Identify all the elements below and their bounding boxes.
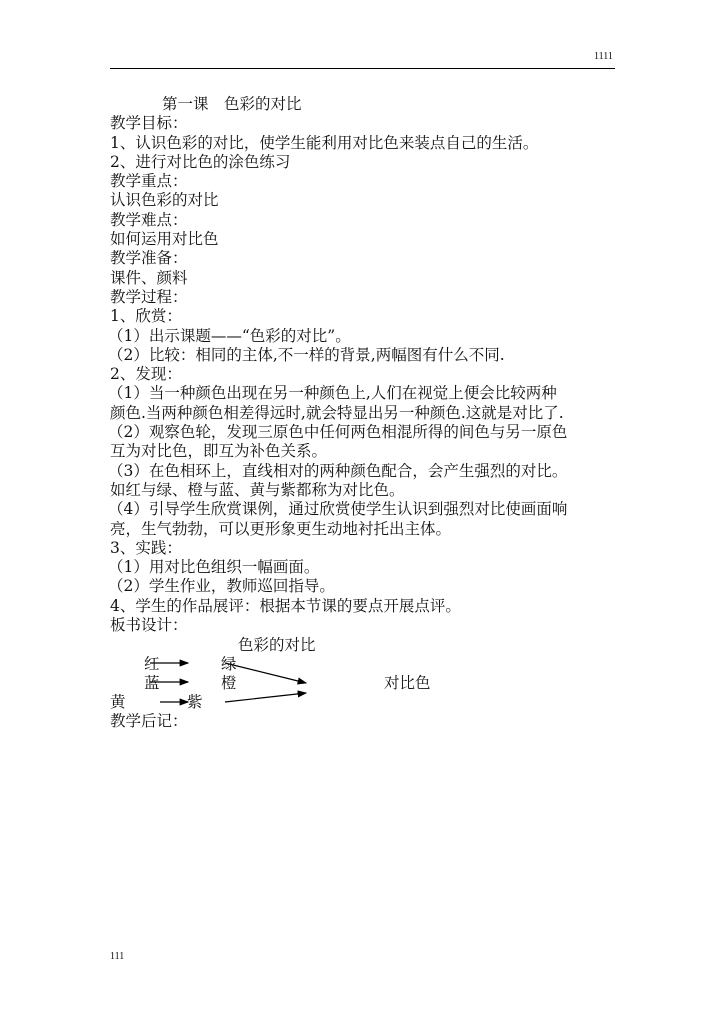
- heading-board-design: 板书设计：: [110, 616, 188, 635]
- header-page-number: 1111: [594, 51, 613, 62]
- text-line: 亮，生气勃勃，可以更形象更生动地衬托出主体。: [110, 519, 452, 538]
- board-title: 色彩的对比: [238, 636, 316, 655]
- text-line: 课件、颜料: [110, 268, 188, 287]
- heading-objectives: 教学目标：: [110, 114, 188, 133]
- text-line: 2、发现：: [110, 365, 182, 384]
- board-right-purple: 紫: [187, 693, 203, 712]
- header-divider: [110, 68, 615, 69]
- heading-key-points: 教学重点：: [110, 172, 188, 191]
- board-left-blue: 蓝: [144, 674, 160, 693]
- heading-after-note: 教学后记：: [110, 712, 188, 731]
- text-line: 4、学生的作品展评：根据本节课的要点开展点评。: [110, 596, 461, 615]
- text-line: （2）学生作业，教师巡回指导。: [108, 577, 335, 596]
- heading-preparation: 教学准备：: [110, 249, 188, 268]
- text-line: 认识色彩的对比: [110, 191, 219, 210]
- text-line: （1）出示课题——“色彩的对比”。: [108, 326, 351, 345]
- board-result: 对比色: [384, 674, 431, 693]
- board-left-yellow: 黄: [110, 693, 126, 712]
- board-right-orange: 橙: [221, 674, 237, 693]
- text-line: 互为对比色，即互为补色关系。: [110, 442, 328, 461]
- text-line: 颜色.当两种颜色相差得远时,就会特显出另一种颜色.这就是对比了.: [110, 403, 564, 422]
- text-line: 3、实践：: [110, 538, 182, 557]
- text-line: 1、欣赏：: [110, 307, 182, 326]
- text-line: 2、进行对比色的涂色练习: [110, 152, 291, 171]
- heading-difficulties: 教学难点：: [110, 210, 188, 229]
- text-line: （3）在色相环上，直线相对的两种颜色配合，会产生强烈的对比。: [108, 461, 568, 480]
- text-line: 如何运用对比色: [110, 230, 219, 249]
- document-body: [110, 95, 630, 732]
- heading-process: 教学过程：: [110, 287, 188, 306]
- footer-page-number: 111: [110, 951, 125, 962]
- text-line: （4）引导学生欣赏课例，通过欣赏使学生认识到强烈对比使画面响: [108, 500, 568, 519]
- board-design-diagram: [110, 635, 630, 712]
- board-right-green: 绿: [221, 655, 237, 674]
- text-line: （2）观察色轮，发现三原色中任何两色相混所得的间色与另一原色: [108, 423, 568, 442]
- text-line: （2）比较：相同的主体,不一样的背景,两幅图有什么不同.: [108, 345, 505, 364]
- lesson-title: 第一课 色彩的对比: [162, 95, 302, 113]
- board-left-red: 红: [144, 655, 160, 674]
- text-line: 1、认识色彩的对比，使学生能利用对比色来装点自己的生活。: [110, 133, 539, 152]
- text-line: 如红与绿、橙与蓝、黄与紫都称为对比色。: [110, 480, 405, 499]
- text-line: （1）用对比色组织一幅画面。: [108, 558, 320, 577]
- text-line: （1）当一种颜色出现在另一种颜色上,人们在视觉上便会比较两种: [108, 384, 557, 403]
